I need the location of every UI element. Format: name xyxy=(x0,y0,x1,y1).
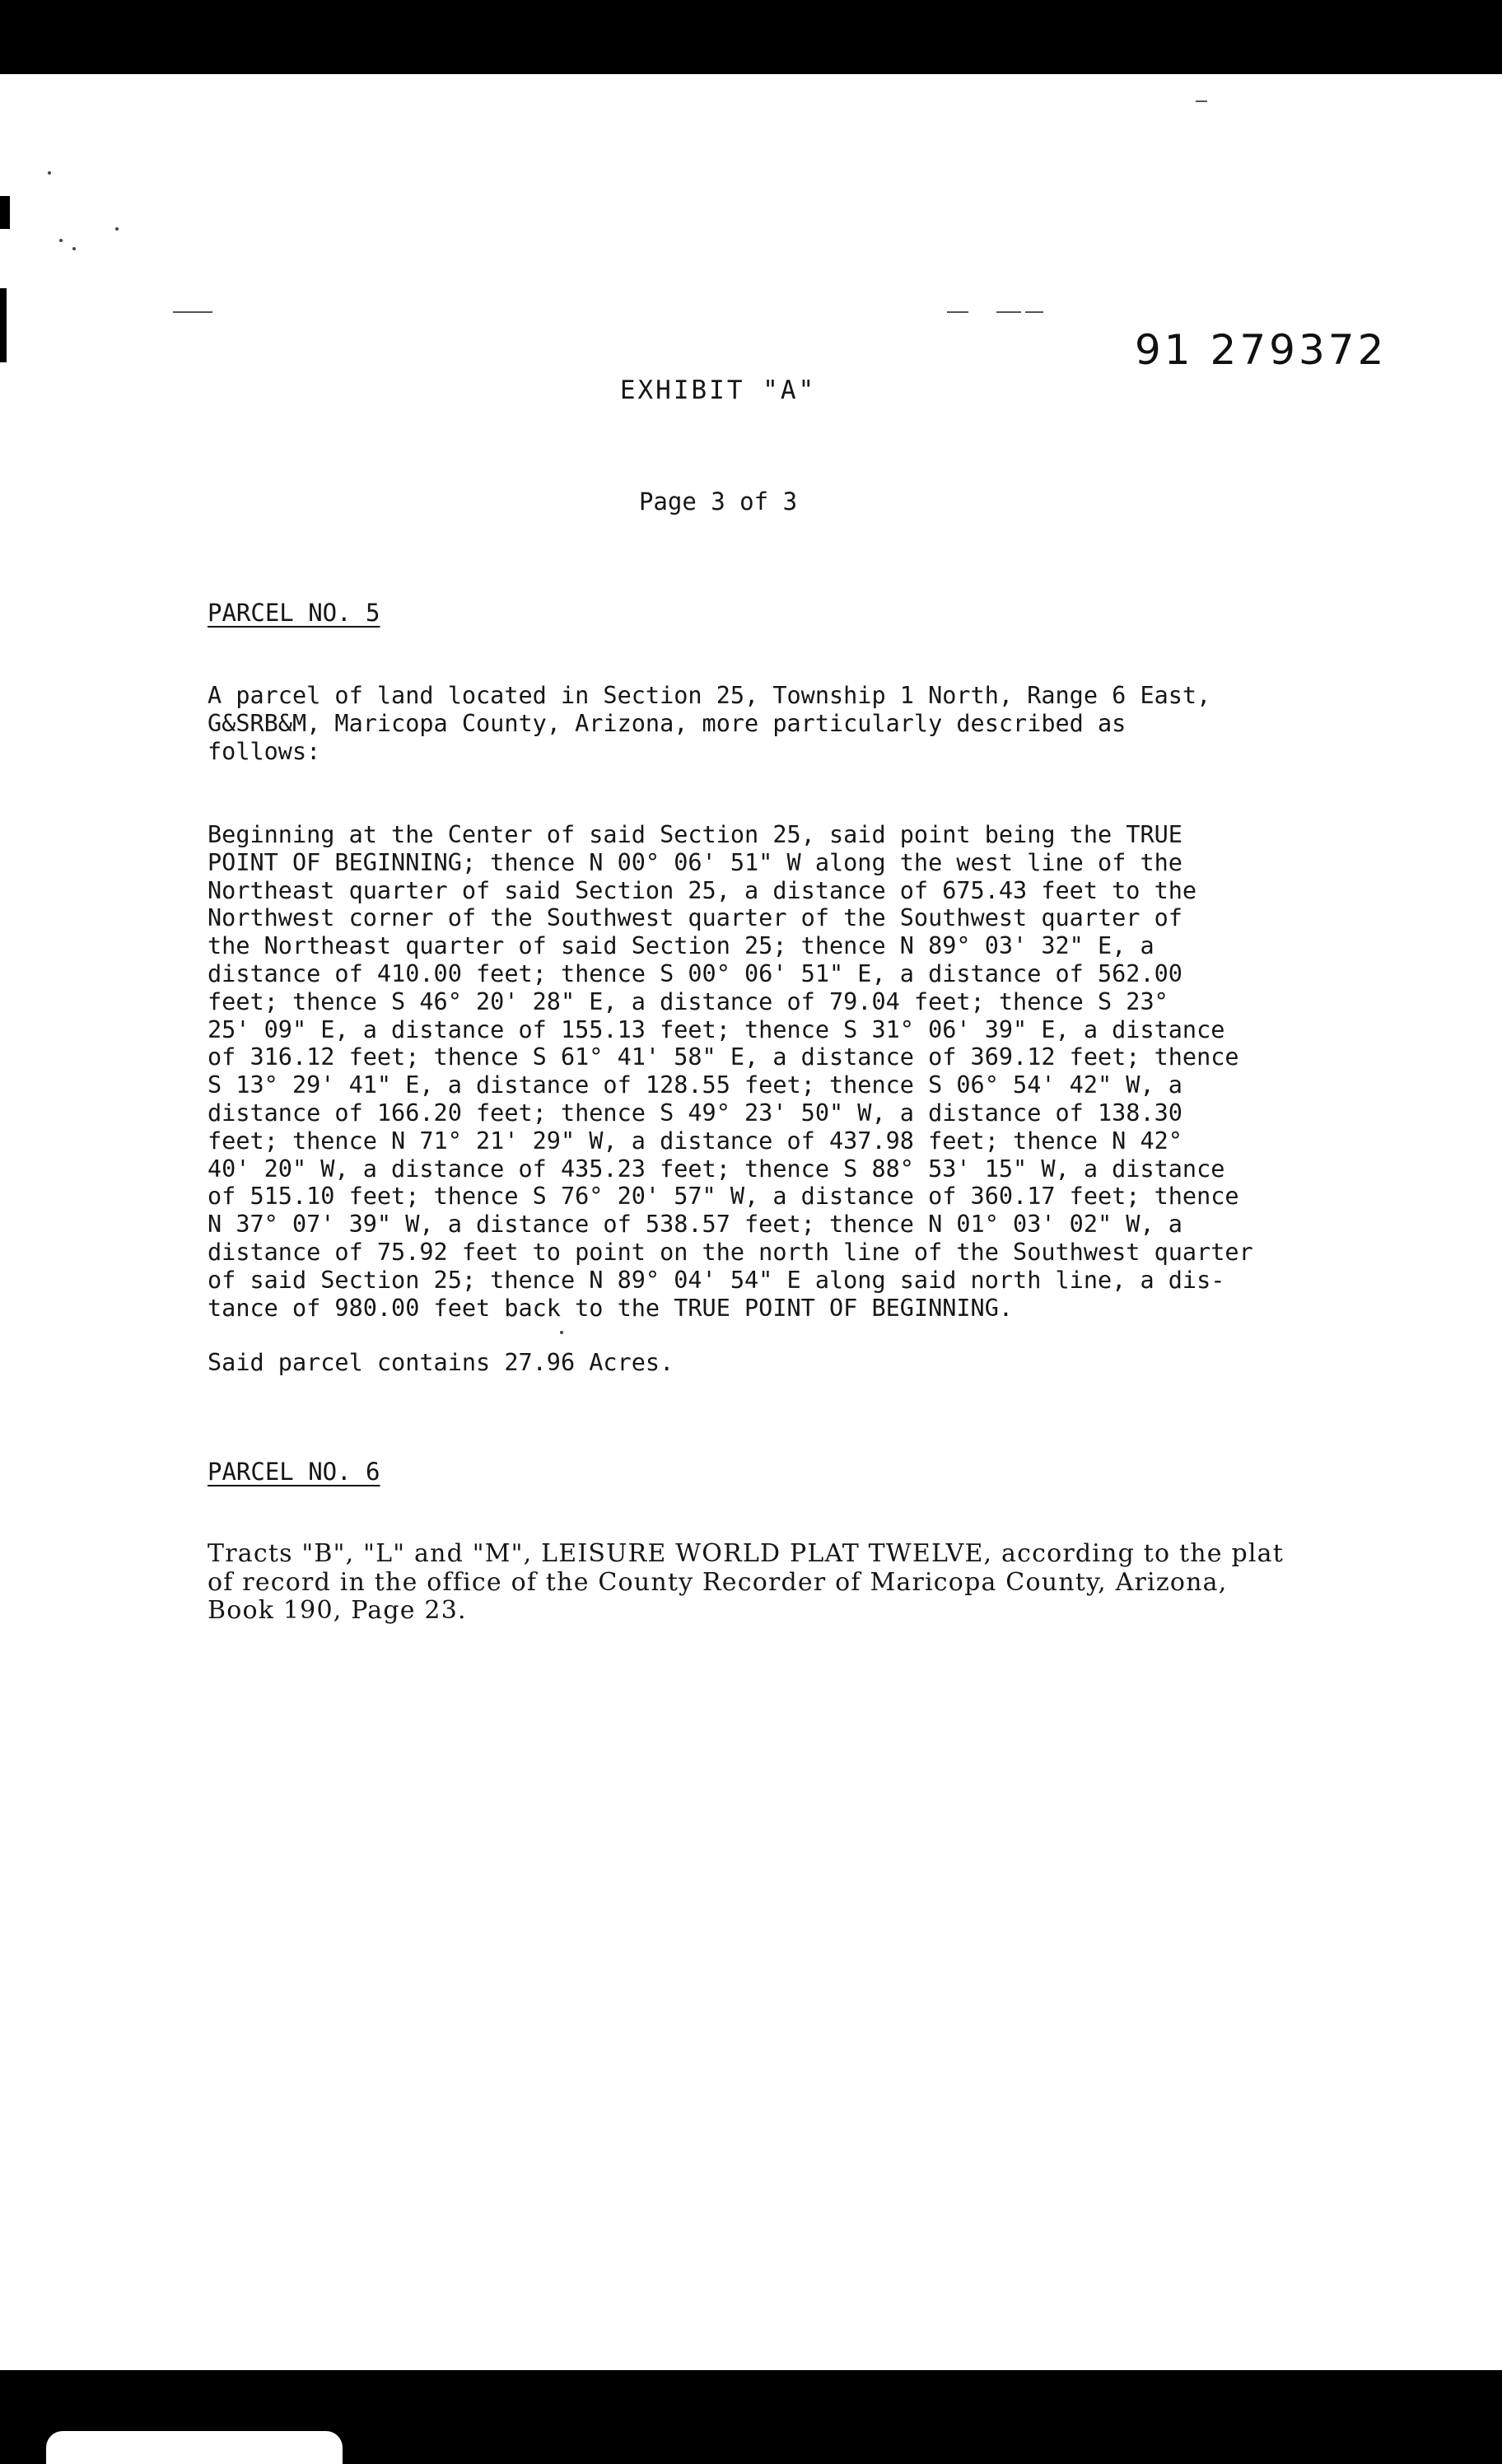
scan-border-top xyxy=(0,0,1502,74)
parcel-5-heading: PARCEL NO. 5 xyxy=(208,599,380,627)
parcel-5-acreage: Said parcel contains 27.96 Acres. xyxy=(208,1349,674,1376)
parcel-5-intro: A parcel of land located in Section 25, Township 1 North, Range 6 East, G&SRB&M, Maricopa County, Arizona, more particularly described as follows: xyxy=(208,682,1211,765)
scan-dash xyxy=(996,311,1021,313)
parcel-6-description: Tracts "B", "L" and "M", LEISURE WORLD PLAT TWELVE, according to the plat of record in the office of the County Recorder of Maricopa County, Arizona, Book 190, Page 23. xyxy=(208,1539,1285,1625)
scan-artifact xyxy=(46,2431,343,2464)
scan-speck xyxy=(560,1331,563,1334)
scan-dash xyxy=(173,311,212,313)
recording-number: 91 279372 xyxy=(1135,326,1388,374)
scan-dash xyxy=(1196,100,1207,102)
page-number: Page 3 of 3 xyxy=(638,488,798,516)
scan-dash xyxy=(1025,311,1043,313)
scan-speck xyxy=(48,171,51,175)
scan-edge-mark xyxy=(0,196,10,229)
scan-speck xyxy=(115,227,119,231)
scan-speck xyxy=(59,239,63,242)
parcel-5-legal-description: Beginning at the Center of said Section 25, said point being the TRUE POINT OF BEGINNING; thence N 00° 06' 51" W along the west line of the Northeast quarter of said Section 25, a distance of 675.43 feet to the Northwest corner of the Southwest quarter of the Southwest quarter of the Northeast quarter of said Section 25; thence N 89° 03' 32" E, a distance of 410.00 feet; thence S 00° 06' 51" E, a distance of 562.00 feet; thence S 46° 20' 28" E, a distance of 79.04 feet; thence S 23° 25' 09" E, a distance of 155.13 feet; thence S 31° 06' 39" E, a distance of 316.12 feet; thence S 61° 41' 58" E, a distance of 369.12 feet; thence S 13° 29' 41" E, a distance of 128.55 feet; thence S 06° 54' 42" W, a distance of 166.20 feet; thence S 49° 23' 50" W, a distance of 138.30 feet; thence N 71° 21' 29" W, a distance of 437.98 feet; thence N 42° 40' 20" W, a distance of 435.23 feet; thence S 88° 53' 15" W, a distance of 515.10 feet; thence S 76° 20' 57" W, a distance of 360.17 feet; thence N 37° 07' 39" W, a distance of 538.57 feet; thence N 01° 03' 02" W, a distance of 75.92 feet to point on the north line of the Southwest quarter of said Section 25; thence N 89° 04' 54" E along said north line, a dis- tance of 980.00 feet back to the TRUE POINT OF BEGINNING. xyxy=(208,821,1253,1322)
exhibit-title: EXHIBIT "A" xyxy=(619,376,817,405)
scan-dash xyxy=(947,311,968,313)
parcel-6-heading: PARCEL NO. 6 xyxy=(208,1458,380,1486)
scan-speck xyxy=(72,247,76,250)
scan-edge-mark xyxy=(0,288,7,362)
